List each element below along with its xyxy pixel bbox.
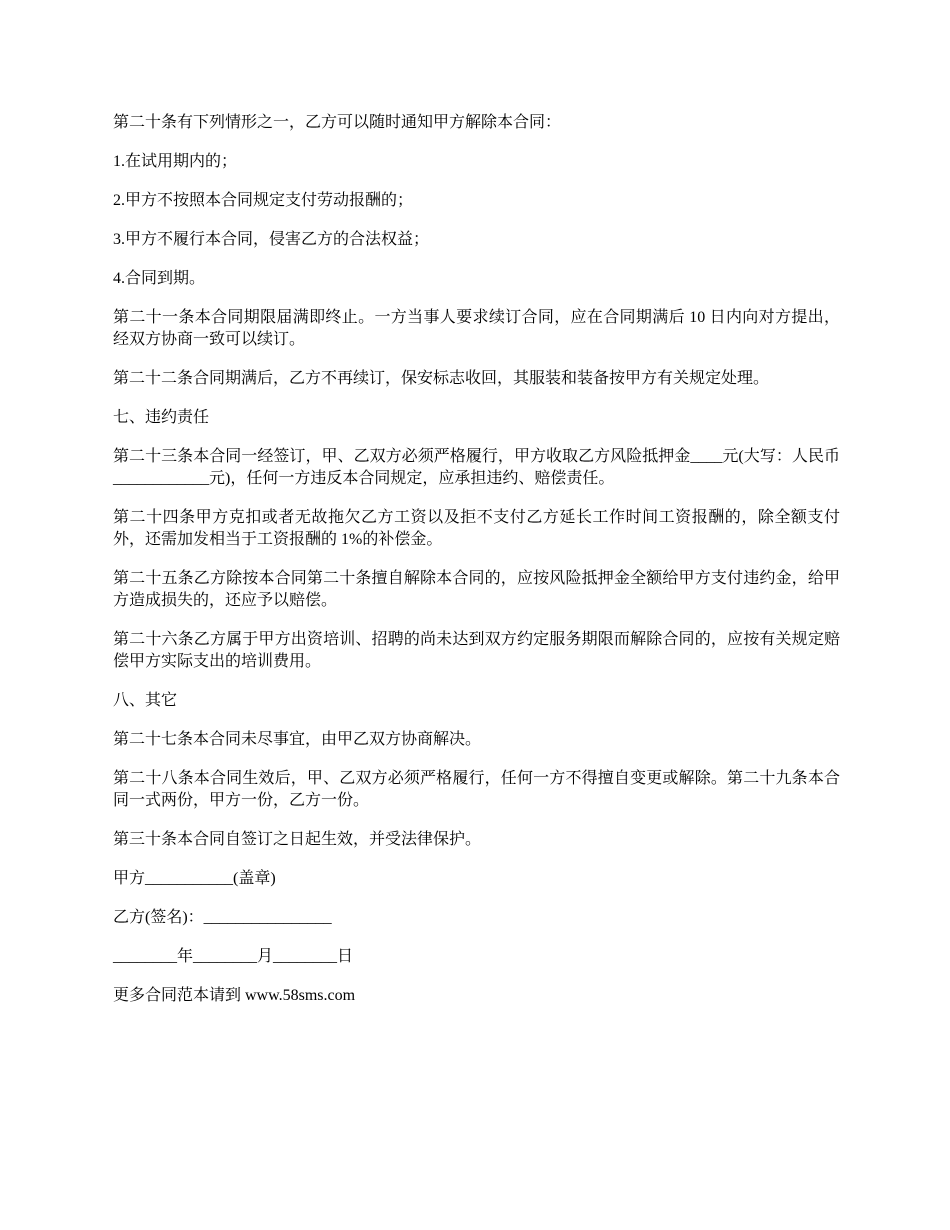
party-a-signature-line: 甲方___________(盖章) xyxy=(113,870,276,887)
clause-20-item-1: 1.在试用期内的； xyxy=(113,153,238,170)
clause-27: 第二十七条本合同未尽事宜，由甲乙双方协商解决。 xyxy=(113,731,482,748)
clause-20-item-3: 3.甲方不履行本合同，侵害乙方的合法权益； xyxy=(113,231,430,248)
date-line: ________年________月________日 xyxy=(113,948,354,965)
clause-20-item-2: 2.甲方不按照本合同规定支付劳动报酬的； xyxy=(113,192,414,209)
clause-24: 第二十四条甲方克扣或者无故拖欠乙方工资以及拒不支付乙方延长工作时间工资报酬的，除全额支付外，还需加发相当于工资报酬的 1%的补偿金。 xyxy=(113,509,840,548)
clause-23: 第二十三条本合同一经签订，甲、乙双方必须严格履行，甲方收取乙方风险抵押金____元(大写：人民币____________元)，任何一方违反本合同规定，应承担违约、赔偿责任。 xyxy=(113,448,840,487)
section-heading-liability: 七、违约责任 xyxy=(113,409,210,426)
clause-30: 第三十条本合同自签订之日起生效，并受法律保护。 xyxy=(113,831,482,848)
clause-22: 第二十二条合同期满后，乙方不再续订，保安标志收回，其服装和装备按甲方有关规定处理。 xyxy=(113,370,770,387)
clause-20-heading: 第二十条有下列情形之一，乙方可以随时通知甲方解除本合同： xyxy=(113,114,562,131)
clause-28-29: 第二十八条本合同生效后，甲、乙双方必须严格履行，任何一方不得擅自变更或解除。第二十九条本合同一式两份，甲方一份，乙方一份。 xyxy=(113,770,840,809)
clause-21: 第二十一条本合同期限届满即终止。一方当事人要求续订合同，应在合同期满后 10 日内向对方提出，经双方协商一致可以续订。 xyxy=(113,309,840,348)
clause-26: 第二十六条乙方属于甲方出资培训、招聘的尚未达到双方约定服务期限而解除合同的，应按有关规定赔偿甲方实际支出的培训费用。 xyxy=(113,631,840,670)
document-page xyxy=(113,112,840,1024)
footer-link-text: 更多合同范本请到 www.58sms.com xyxy=(113,987,356,1004)
clause-25: 第二十五条乙方除按本合同第二十条擅自解除本合同的，应按风险抵押金全额给甲方支付违约金，给甲方造成损失的，还应予以赔偿。 xyxy=(113,570,840,609)
party-b-signature-line: 乙方(签名)：________________ xyxy=(113,909,332,926)
clause-20-item-4: 4.合同到期。 xyxy=(113,270,206,287)
section-heading-other: 八、其它 xyxy=(113,692,178,709)
